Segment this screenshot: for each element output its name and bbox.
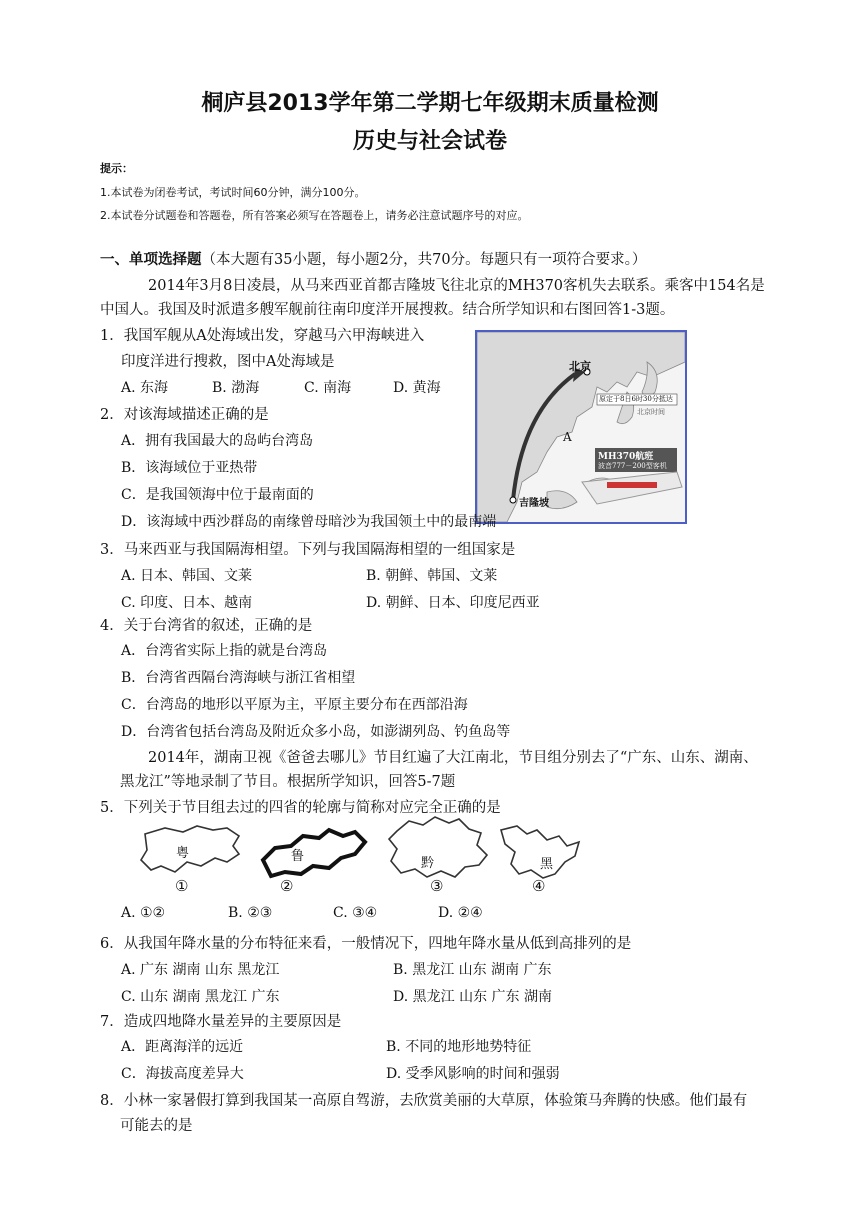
q2-option-c: C．是我国领海中位于最南面的 <box>121 487 314 503</box>
province-outline-1 <box>135 822 245 880</box>
q7-option-d: D. 受季风影响的时间和强弱 <box>386 1066 560 1082</box>
map-label-a: A <box>563 430 572 444</box>
province-outline-2 <box>255 826 370 881</box>
exam-subtitle: 历史与社会试卷 <box>352 129 507 154</box>
q6-stem: 6．从我国年降水量的分布特征来看，一般情况下，四地年降水量从低到高排列的是 <box>100 936 632 952</box>
passage-2-line-2: 黑龙江”等地录制了节目。根据所学知识，回答5-7题 <box>120 774 456 790</box>
q4-option-b: B．台湾省西隔台湾海峡与浙江省相望 <box>121 670 356 686</box>
mh370-route-map <box>475 330 687 524</box>
q7-option-a: A．距离海洋的远近 <box>121 1039 244 1055</box>
q1-stem-1: 1．我国军舰从A处海域出发，穿越马六甲海峡进入 <box>100 328 425 344</box>
passage-1-line-1: 2014年3月8日凌晨，从马来西亚首都吉隆坡飞往北京的MH370客机失去联系。乘客中154名是 <box>148 278 765 294</box>
q5-option-a: A. ①② <box>121 905 166 921</box>
tips-heading: 提示： <box>100 162 133 175</box>
q3-option-d: D. 朝鲜、日本、印度尼西亚 <box>366 595 540 611</box>
province-number-3: ③ <box>430 877 444 895</box>
tip-item-1: 1.本试卷为闭卷考试，考试时间60分钟，满分100分。 <box>100 186 366 199</box>
q6-option-b: B. 黑龙江 山东 湖南 广东 <box>393 962 552 978</box>
province-label-2: 鲁 <box>291 849 305 864</box>
q1-option-b: B. 渤海 <box>212 380 260 396</box>
q1-option-c: C. 南海 <box>304 380 352 396</box>
map-label-kl: 吉隆坡 <box>519 498 549 509</box>
passage-1-line-2: 中国人。我国及时派遣多艘军舰前往南印度洋开展搜救。结合所学知识和右图回答1-3题。 <box>100 302 675 318</box>
q5-option-d: D. ②④ <box>438 905 483 921</box>
q2-stem: 2．对该海域描述正确的是 <box>100 407 269 423</box>
province-number-1: ① <box>175 877 189 895</box>
map-aircraft-label: 波音777－200型客机 <box>598 462 667 470</box>
section-heading <box>100 248 646 269</box>
map-flight-label: MH370航班 <box>598 452 654 462</box>
q1-option-a: A. 东海 <box>121 380 169 396</box>
q4-stem: 4．关于台湾省的叙述，正确的是 <box>100 618 313 634</box>
q8-stem-1: 8．小林一家暑假打算到我国某一高原自驾游，去欣赏美丽的大草原，体验策马奔腾的快感。他们最有 <box>100 1093 748 1109</box>
section-heading-rest: （本大题有35小题，每小题2分，共70分。每题只有一项符合要求。） <box>201 252 647 268</box>
section-heading-bold: 一、单项选择题 <box>100 252 202 268</box>
q2-option-b: B．该海域位于亚热带 <box>121 460 258 476</box>
q7-option-c: C．海拔高度差异大 <box>121 1066 244 1082</box>
q4-option-d: D．台湾省包括台湾岛及附近众多小岛，如澎湖列岛、钓鱼岛等 <box>121 724 511 740</box>
province-label-1: 粤 <box>176 846 190 861</box>
q3-option-b: B. 朝鲜、韩国、文莱 <box>366 568 498 584</box>
q5-option-b: B. ②③ <box>228 905 273 921</box>
q5-option-c: C. ③④ <box>333 905 378 921</box>
q3-option-a: A. 日本、韩国、文莱 <box>121 568 253 584</box>
q2-option-a: A．拥有我国最大的岛屿台湾岛 <box>121 433 314 449</box>
q1-stem-2: 印度洋进行搜救，图中A处海域是 <box>121 354 335 370</box>
province-number-4: ④ <box>532 877 546 895</box>
q6-option-c: C. 山东 湖南 黑龙江 广东 <box>121 989 280 1005</box>
province-label-4: 黑 <box>540 857 554 872</box>
q4-option-c: C．台湾岛的地形以平原为主，平原主要分布在西部沿海 <box>121 697 468 713</box>
map-label-beijing: 北京 <box>569 360 591 373</box>
q6-option-d: D. 黑龙江 山东 广东 湖南 <box>393 989 552 1005</box>
q7-stem: 7．造成四地降水量差异的主要原因是 <box>100 1014 342 1030</box>
q3-stem: 3．马来西亚与我国隔海相望。下列与我国隔海相望的一组国家是 <box>100 542 516 558</box>
exam-title: 桐庐县2013学年第二学期七年级期末质量检测 <box>201 91 659 116</box>
q4-option-a: A．台湾省实际上指的就是台湾岛 <box>121 643 328 659</box>
passage-2-line-1: 2014年，湖南卫视《爸爸去哪儿》节目红遍了大江南北，节目组分别去了“广东、山东、湖南、 <box>148 750 758 766</box>
q3-option-c: C. 印度、日本、越南 <box>121 595 253 611</box>
q5-stem: 5．下列关于节目组去过的四省的轮廓与简称对应完全正确的是 <box>100 800 501 816</box>
map-note-time: 北京时间 <box>637 408 665 416</box>
map-note-arrival: 原定于8日6时30分抵达 <box>599 395 673 403</box>
province-number-2: ② <box>280 877 294 895</box>
province-label-3: 黔 <box>421 856 435 871</box>
q2-option-d: D．该海域中西沙群岛的南缘曾母暗沙为我国领土中的最南端 <box>121 514 497 530</box>
q7-option-b: B. 不同的地形地势特征 <box>386 1039 532 1055</box>
province-outline-3 <box>383 815 493 881</box>
q8-stem-2: 可能去的是 <box>120 1118 193 1134</box>
q6-option-a: A. 广东 湖南 山东 黑龙江 <box>121 962 280 978</box>
q1-option-d: D. 黄海 <box>393 380 441 396</box>
tip-item-2: 2.本试卷分试题卷和答题卷，所有答案必须写在答题卷上，请务必注意试题序号的对应。 <box>100 209 529 222</box>
